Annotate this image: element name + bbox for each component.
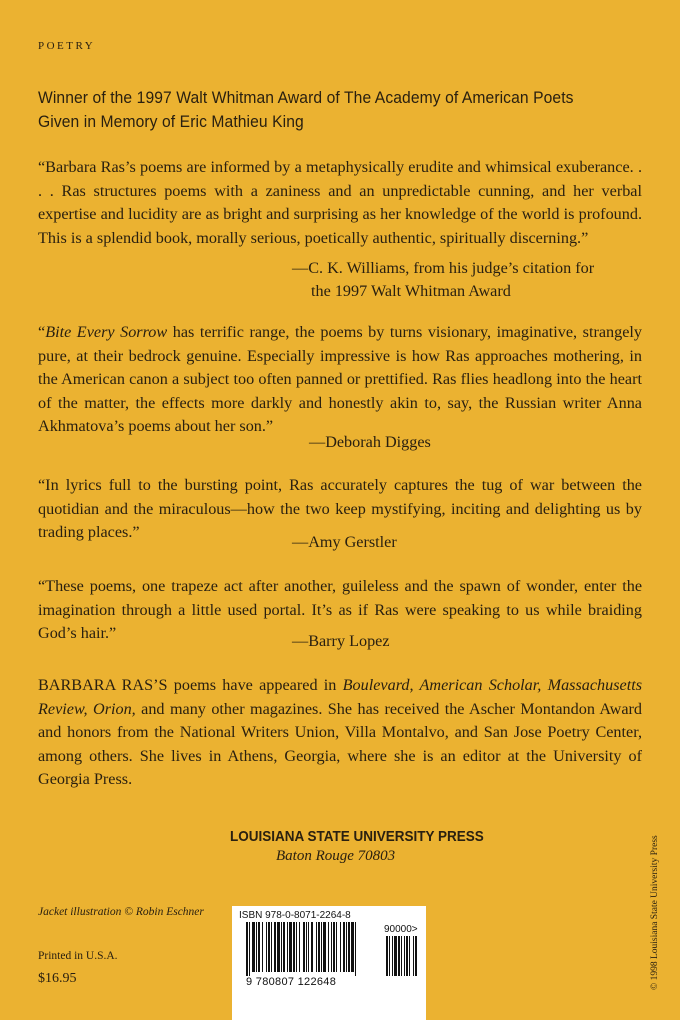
blurb-body: has terrific range, the poems by turns visionary, imaginative, strangely pure, at their bedrock genuine. Especially impressive is how Ras approaches mothering, in the American canon a subject too often panned or prettified. Ras flies headlong into the heart of the matter, the effects more darkly and honestly akin to, say, the Russian writer Anna Akhmatova’s poems about her son.” (38, 323, 642, 436)
barcode-bar (321, 922, 322, 972)
barcode-bar (311, 922, 313, 972)
barcode-bar (355, 922, 356, 976)
barcode-bar (262, 922, 263, 972)
barcode-bar (287, 922, 288, 972)
barcode (232, 906, 426, 1020)
barcode-bar (299, 922, 300, 972)
barcode-bar (277, 922, 280, 972)
barcode-addon-bar (406, 936, 408, 976)
barcode-bar (340, 922, 341, 972)
printed-label: Printed in U.S.A. (38, 950, 118, 962)
barcode-addon-bar (394, 936, 397, 976)
category-label: POETRY (38, 40, 96, 52)
barcode-bar (323, 922, 326, 972)
blurb-digges (38, 321, 642, 439)
barcode-bar (308, 922, 309, 972)
barcode-bar (266, 922, 267, 972)
barcode-digits: 9 780807 122648 (246, 976, 337, 988)
blurb-text: “These poems, one trapeze act after another, guileless and the spawn of wonder, enter the imagination through a little used portal. It’s as if Ras were speaking to us while braiding God’s hair.” (38, 577, 642, 643)
blurb-attribution: —Barry Lopez (292, 632, 390, 650)
barcode-addon-bar (386, 936, 388, 976)
barcode-addon-bar (392, 936, 393, 976)
barcode-bar (252, 922, 255, 972)
barcode-bar (346, 922, 347, 972)
barcode-bar (281, 922, 282, 972)
barcode-bar (318, 922, 320, 972)
barcode-bar (333, 922, 335, 972)
barcode-addon-bar (409, 936, 410, 976)
barcode-addon-bar (389, 936, 390, 976)
barcode-bar (306, 922, 307, 972)
blurb-williams (38, 156, 642, 250)
barcode-bar (303, 922, 305, 972)
blurb-attribution: —Deborah Digges (309, 433, 431, 451)
award-line-1: Winner of the 1997 Walt Whitman Award of The Academy of American Poets (38, 88, 574, 107)
barcode-bar (331, 922, 332, 972)
bio-intro: poems have appeared in (167, 676, 343, 694)
quote-open: “ (38, 323, 46, 341)
blurb-text: “Barbara Ras’s poems are informed by a metaphysically erudite and whimsical exuberance. . . . Ras structures poems with a zaniness and an unpredictable cunning, and her verbal expertise and lucidity are as bright and surprising as her knowledge of the world is profound. This is a splendid book, morally serious, poetically authentic, spiritually discerning.” (38, 158, 642, 247)
barcode-addon: 90000> (384, 924, 418, 935)
barcode-bar (351, 922, 354, 972)
publisher-name: LOUISIANA STATE UNIVERSITY PRESS (230, 828, 484, 845)
barcode-addon-bar (398, 936, 400, 976)
barcode-bar (343, 922, 345, 972)
barcode-bar (296, 922, 297, 972)
bio-rest: and many other magazines. She has received the Ascher Montandon Award and honors from the National Writers Union, Villa Montalvo, and San Jose Poetry Center, among others. She lives in Athens, Georgia, where she is an editor at the University of Georgia Press. (38, 699, 642, 789)
book-title: Bite Every Sorrow (45, 323, 168, 341)
barcode-bar (258, 922, 260, 972)
barcode-addon-bar (401, 936, 402, 976)
barcode-bar (256, 922, 257, 972)
barcode-addon-bar (415, 936, 417, 976)
blurb-attribution: —C. K. Williams, from his judge’s citation for (292, 259, 595, 277)
blurb-attribution-cont: the 1997 Walt Whitman Award (311, 282, 511, 300)
barcode-bar (293, 922, 295, 972)
barcode-addon-bar (413, 936, 414, 976)
barcode-bar (249, 922, 250, 976)
barcode-bar (283, 922, 285, 972)
jacket-credit: Jacket illustration © Robin Eschner (38, 906, 204, 918)
barcode-bar (268, 922, 270, 972)
barcode-bar (336, 922, 337, 972)
barcode-bar (271, 922, 272, 972)
blurb-attribution: —Amy Gerstler (292, 533, 397, 551)
barcode-bar (289, 922, 292, 972)
price: $16.95 (38, 971, 77, 986)
award-line-2: Given in Memory of Eric Mathieu King (38, 112, 304, 131)
publications: Boulevard, American Scholar, Massachusetts Review, Orion, (38, 676, 643, 718)
barcode-bar (246, 922, 248, 976)
publisher-city: Baton Rouge 70803 (276, 848, 396, 864)
isbn-label: ISBN 978-0-8071-2264-8 (239, 910, 351, 921)
copyright-notice: © 1998 Louisiana State University Press (650, 835, 660, 990)
author-name: BARBARA RAS’S (38, 676, 168, 694)
blurb-text: “In lyrics full to the bursting point, Ras accurately captures the tug of war between the quotidian and the miraculous—how the two keep mystifying, inciting and delighting us by trading places.” (38, 476, 642, 542)
author-bio (38, 674, 642, 792)
barcode-bar (348, 922, 350, 972)
barcode-bar (274, 922, 276, 972)
barcode-addon-bar (404, 936, 405, 976)
barcode-bar (328, 922, 329, 972)
award-statement (38, 86, 590, 134)
blurb-text (38, 321, 642, 439)
barcode-bar (316, 922, 317, 972)
